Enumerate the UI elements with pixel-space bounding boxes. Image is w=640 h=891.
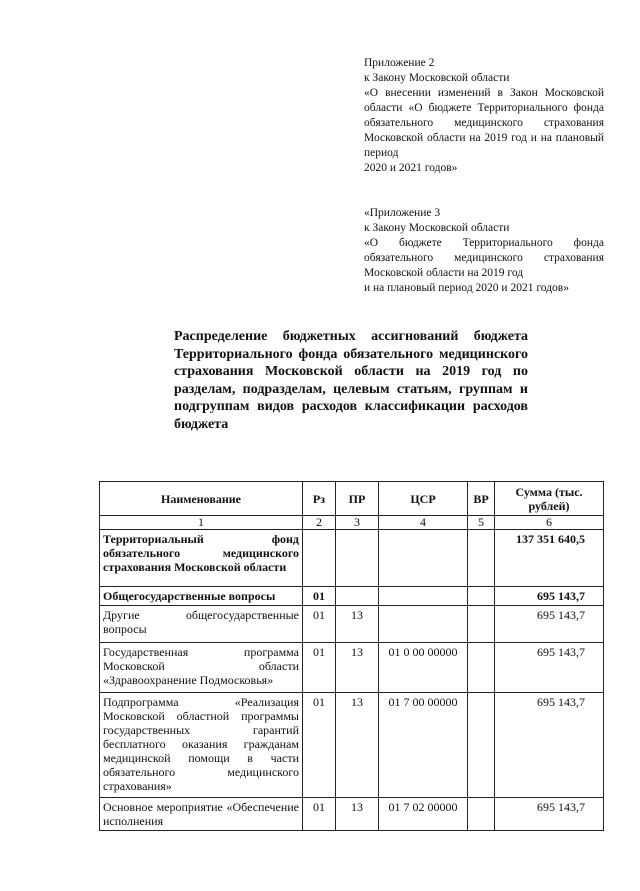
- row-rz: 01: [303, 693, 336, 798]
- table-row: [100, 693, 604, 798]
- row-csr: [379, 606, 468, 643]
- header-sum: Сумма (тыс. рублей): [495, 482, 604, 516]
- row-sum: 695 143,7: [495, 643, 604, 693]
- row-csr: [379, 530, 468, 587]
- column-number: 3: [336, 516, 379, 530]
- row-sum: 695 143,7: [495, 587, 604, 606]
- table-row: [100, 798, 604, 831]
- table-header-row: [100, 482, 604, 516]
- column-number: 1: [100, 516, 303, 530]
- row-name: Государственная программа Московской области «Здравоохранение Подмосковья»: [100, 643, 303, 693]
- annex-2-heading: [364, 56, 604, 176]
- row-rz: 01: [303, 798, 336, 831]
- annex-3-last-line: и на плановый период 2020 и 2021 годов»: [364, 282, 569, 294]
- row-name: Подпрограмма «Реализация Московской областной программы государственных гарантий бесплатного оказания гражданам медицинской помощи в части обязательного медицинского страхования»: [100, 693, 303, 798]
- row-csr: [379, 587, 468, 606]
- row-sum: 695 143,7: [495, 693, 604, 798]
- row-rz: 01: [303, 606, 336, 643]
- table-row: [100, 606, 604, 643]
- row-pr: [336, 530, 379, 587]
- annex-3-body: «О бюджете Территориального фонда обязательного медицинского страхования Московской области на 2019 год: [364, 237, 604, 279]
- row-csr: 01 7 02 00000: [379, 798, 468, 831]
- row-vr: [468, 530, 495, 587]
- row-csr: 01 0 00 00000: [379, 643, 468, 693]
- row-name: Общегосударственные вопросы: [100, 587, 303, 606]
- row-name: Основное мероприятие «Обеспечение исполнения: [100, 798, 303, 831]
- annex-2-law-ref: к Закону Московской области: [364, 72, 510, 84]
- table-row: [100, 587, 604, 606]
- row-name: Территориальный фонд обязательного медицинского страхования Московской области: [100, 530, 303, 587]
- budget-table: [99, 481, 604, 831]
- row-vr: [468, 587, 495, 606]
- annex-3-number: «Приложение 3: [364, 207, 441, 219]
- row-sum: 137 351 640,5: [495, 530, 604, 587]
- table-row: [100, 643, 604, 693]
- annex-2-last-line: 2020 и 2021 годов»: [364, 162, 458, 174]
- column-number-row: [100, 516, 604, 530]
- annex-3-law-ref: к Закону Московской области: [364, 222, 510, 234]
- row-vr: [468, 693, 495, 798]
- row-pr: 13: [336, 693, 379, 798]
- column-number: 4: [379, 516, 468, 530]
- row-sum: 695 143,7: [495, 798, 604, 831]
- row-name: Другие общегосударственные вопросы: [100, 606, 303, 643]
- annex-2-number: Приложение 2: [364, 57, 435, 69]
- header-vr: ВР: [468, 482, 495, 516]
- row-pr: 13: [336, 798, 379, 831]
- table-row: [100, 530, 604, 587]
- header-rz: Рз: [303, 482, 336, 516]
- document-title: Распределение бюджетных ассигнований бюджета Территориального фонда обязательного медицинского страхования Московской области на 2019 год по разделам, подразделам, целевым статьям, группам и подгруппам видов расходов классификации расходов бюджета: [174, 329, 528, 432]
- column-number: 5: [468, 516, 495, 530]
- header-csr: ЦСР: [379, 482, 468, 516]
- row-vr: [468, 606, 495, 643]
- row-pr: [336, 587, 379, 606]
- annex-2-body: «О внесении изменений в Закон Московской области «О бюджете Территориального фонда обязательного медицинского страхования Московской области на 2019 год и на плановый период: [364, 87, 604, 159]
- header-pr: ПР: [336, 482, 379, 516]
- row-vr: [468, 798, 495, 831]
- column-number: 2: [303, 516, 336, 530]
- row-rz: [303, 530, 336, 587]
- column-number: 6: [495, 516, 604, 530]
- row-rz: 01: [303, 587, 336, 606]
- row-sum: 695 143,7: [495, 606, 604, 643]
- row-pr: 13: [336, 606, 379, 643]
- row-pr: 13: [336, 643, 379, 693]
- annex-3-heading: [364, 206, 604, 296]
- row-csr: 01 7 00 00000: [379, 693, 468, 798]
- row-rz: 01: [303, 643, 336, 693]
- header-name: Наименование: [100, 482, 303, 516]
- row-vr: [468, 643, 495, 693]
